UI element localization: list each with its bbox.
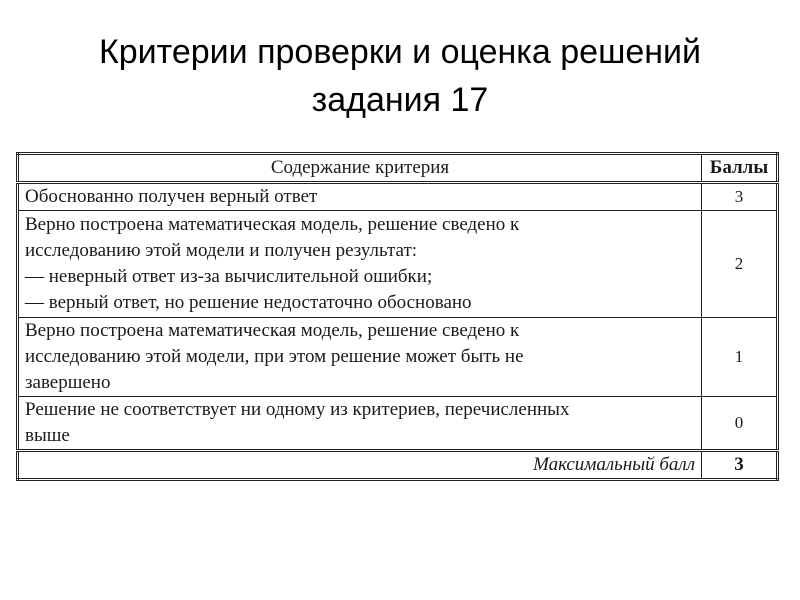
criterion-line: исследованию этой модели и получен результат: — [25, 240, 418, 261]
points-cell: 0 — [702, 397, 778, 451]
table-row — [18, 318, 778, 397]
points-cell: 1 — [702, 318, 778, 397]
header-criterion: Содержание критерия — [18, 154, 702, 183]
criterion-cell — [18, 318, 702, 397]
max-score-label: Максимальный балл — [18, 451, 702, 480]
criterion-line: исследованию этой модели, при этом решение может быть не — [25, 346, 524, 367]
max-score-value: 3 — [702, 451, 778, 480]
slide-title-line-1: Критерии проверки и оценка решений — [98, 33, 702, 71]
table-row — [18, 397, 778, 451]
table-row — [18, 183, 778, 211]
points-cell: 3 — [702, 183, 778, 211]
criterion-line: — верный ответ, но решение недостаточно обосновано — [25, 292, 472, 313]
criterion-cell — [18, 211, 702, 318]
slide-title — [40, 28, 760, 124]
criterion-line: Обоснованно получен верный ответ — [25, 186, 318, 207]
criterion-line: завершено — [25, 372, 111, 393]
criterion-line: Верно построена математическая модель, решение сведено к — [25, 320, 520, 341]
criterion-line: Верно построена математическая модель, решение сведено к — [25, 214, 520, 235]
slide-title-line-2: задания 17 — [311, 81, 489, 119]
max-score-row — [18, 451, 778, 480]
criteria-table — [16, 152, 779, 481]
points-cell: 2 — [702, 211, 778, 318]
table-header-row — [18, 154, 778, 183]
header-points: Баллы — [702, 154, 778, 183]
criterion-line: Решение не соответствует ни одному из критериев, перечисленных — [25, 399, 570, 420]
table-row — [18, 211, 778, 318]
criterion-line: — неверный ответ из-за вычислительной ошибки; — [25, 266, 433, 287]
criterion-cell — [18, 183, 702, 211]
criterion-line: выше — [25, 425, 70, 446]
criterion-cell — [18, 397, 702, 451]
